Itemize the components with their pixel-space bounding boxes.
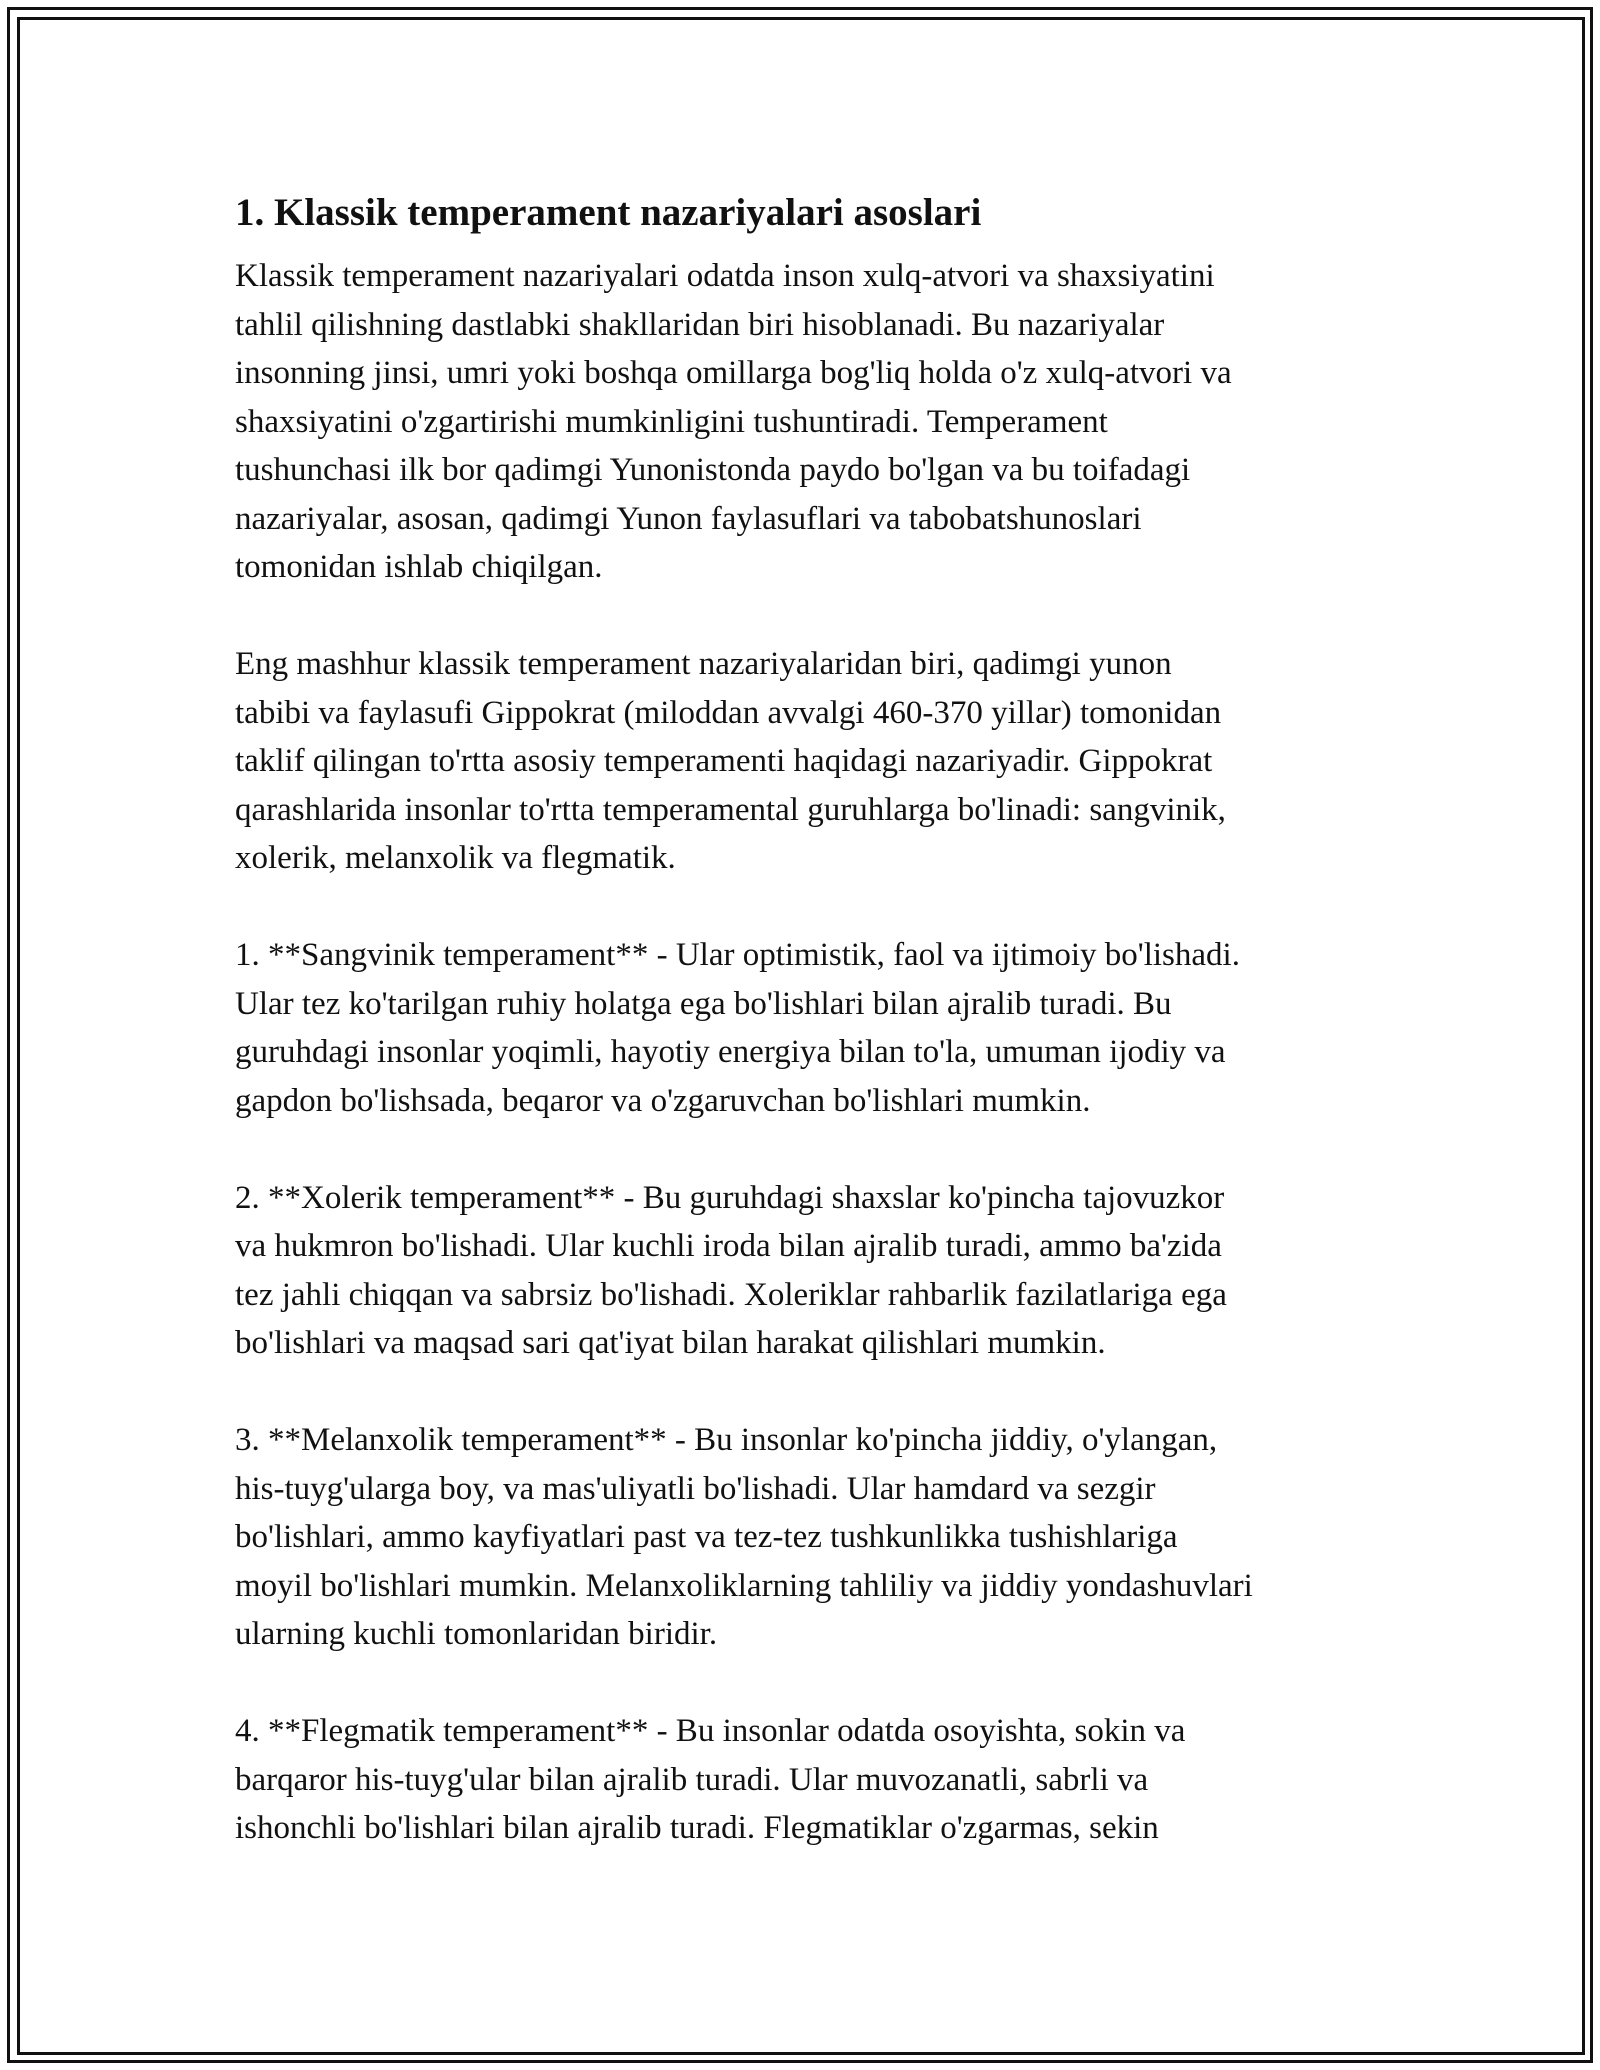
paragraph-line: bo'lishlari va maqsad sari qat'iyat bilan harakat qilishlari mumkin. (235, 1325, 1106, 1361)
paragraph-line: va hukmron bo'lishadi. Ular kuchli iroda bilan ajralib turadi, ammo ba'zida (235, 1228, 1222, 1264)
paragraph-line: guruhdagi insonlar yoqimli, hayotiy energiya bilan to'la, umuman ijodiy va (235, 1034, 1226, 1070)
paragraph (235, 1416, 1395, 1659)
paragraph-line: xolerik, melanxolik va flegmatik. (235, 840, 676, 876)
paragraph-line: Eng mashhur klassik temperament nazariyalaridan biri, qadimgi yunon (235, 646, 1172, 682)
paragraph-line: tushunchasi ilk bor qadimgi Yunonistonda paydo bo'lgan va bu toifadagi (235, 452, 1191, 488)
paragraph-line: qarashlarida insonlar to'rtta temperamental guruhlarga bo'linadi: sangvinik, (235, 791, 1226, 828)
paragraph-line: 2. **Xolerik temperament** - Bu guruhdagi shaxslar ko'pincha tajovuzkor (235, 1179, 1225, 1216)
paragraph-line: his-tuyg'ularga boy, va mas'uliyatli bo'lishadi. Ular hamdard va sezgir (235, 1470, 1156, 1507)
paragraph (235, 252, 1395, 592)
paragraph-line: moyil bo'lishlari mumkin. Melanxoliklarning tahliliy va jiddiy yondashuvlari (235, 1567, 1253, 1604)
paragraph-line: 3. **Melanxolik temperament** - Bu insonlar ko'pincha jiddiy, o'ylangan, (235, 1422, 1218, 1458)
paragraph-line: insonning jinsi, umri yoki boshqa omillarga bog'liq holda o'z xulq-atvori va (235, 355, 1232, 391)
paragraph-line: 1. **Sangvinik temperament** - Ular optimistik, faol va ijtimoiy bo'lishadi. (235, 937, 1240, 973)
paragraph (235, 1174, 1395, 1368)
paragraph (235, 931, 1395, 1125)
paragraph-line: barqaror his-tuyg'ular bilan ajralib turadi. Ular muvozanatli, sabrli va (235, 1761, 1149, 1798)
document-body (235, 188, 1395, 1901)
paragraph-line: ularning kuchli tomonlaridan biridir. (235, 1616, 718, 1652)
paragraph-line: gapdon bo'lishsada, beqaror va o'zgaruvchan bo'lishlari mumkin. (235, 1082, 1091, 1119)
paragraph-line: bo'lishlari, ammo kayfiyatlari past va tez-tez tushkunlikka tushishlariga (235, 1519, 1178, 1555)
paragraph-line: 4. **Flegmatik temperament** - Bu insonlar odatda osoyishta, sokin va (235, 1713, 1186, 1749)
paragraph-line: tahlil qilishning dastlabki shakllaridan biri hisoblanadi. Bu nazariyalar (235, 306, 1165, 343)
paragraph-line: tomonidan ishlab chiqilgan. (235, 549, 603, 585)
paragraph-line: taklif qilingan to'rtta asosiy temperamenti haqidagi nazariyadir. Gippokrat (235, 743, 1213, 779)
paragraph-line: tabibi va faylasufi Gippokrat (miloddan avvalgi 460-370 yillar) tomonidan (235, 694, 1222, 731)
paragraph-line: tez jahli chiqqan va sabrsiz bo'lishadi. Xoleriklar rahbarlik fazilatlariga ega (235, 1276, 1227, 1313)
paragraph-line: ishonchli bo'lishlari bilan ajralib turadi. Flegmatiklar o'zgarmas, sekin (235, 1810, 1159, 1846)
paragraph (235, 640, 1395, 883)
section-heading: 1. Klassik temperament nazariyalari asoslari (235, 191, 982, 234)
paragraph-line: Klassik temperament nazariyalari odatda inson xulq-atvori va shaxsiyatini (235, 258, 1215, 294)
paragraph-line: shaxsiyatini o'zgartirishi mumkinligini tushuntiradi. Temperament (235, 403, 1108, 440)
paragraph-list (235, 252, 1395, 1853)
paragraph-line: nazariyalar, asosan, qadimgi Yunon faylasuflari va tabobatshunoslari (235, 500, 1142, 537)
paragraph-line: Ular tez ko'tarilgan ruhiy holatga ega bo'lishlari bilan ajralib turadi. Bu (235, 985, 1172, 1022)
paragraph (235, 1707, 1395, 1853)
